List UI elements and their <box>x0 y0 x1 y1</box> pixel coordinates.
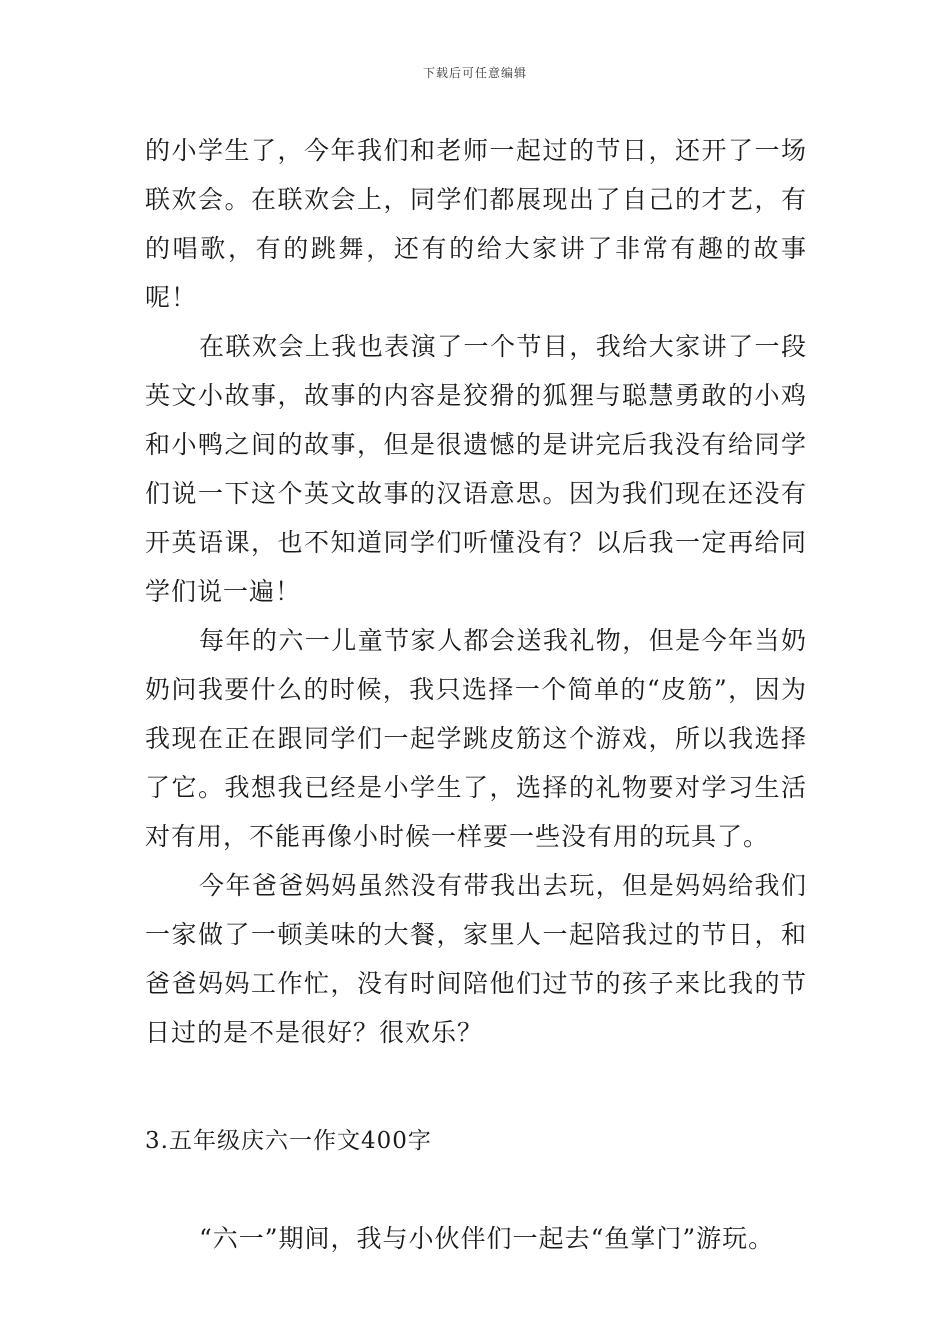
paragraph-3: 每年的六一儿童节家人都会送我礼物，但是今年当奶奶问我要什么的时候，我只选择一个简单的“皮筋”，因为我现在正在跟同学们一起学跳皮筋这个游戏，所以我选择了它。我想我已经是小学生了，选择的礼物要对学习生活对有用，不能再像小时候一样要一些没有用的玩具了。 <box>145 626 807 851</box>
paragraph-1: 的小学生了，今年我们和老师一起过的节日，还开了一场联欢会。在联欢会上，同学们都展现出了自己的才艺，有的唱歌，有的跳舞，还有的给大家讲了非常有趣的故事呢！ <box>145 136 807 312</box>
section-first-line: “六一”期间，我与小伙伴们一起去“鱼掌门”游玩。 <box>199 1224 775 1253</box>
document-body <box>145 126 807 1263</box>
section-heading: 3.五年级庆六一作文400字 <box>145 1128 432 1154</box>
paragraph-4: 今年爸爸妈妈虽然没有带我出去玩，但是妈妈给我们一家做了一顿美味的大餐，家里人一起陪我过的节日，和爸爸妈妈工作忙，没有时间陪他们过节的孩子来比我的节日过的是不是很好？很欢乐？ <box>145 871 807 1047</box>
header-note: 下载后可任意编辑 <box>422 66 527 80</box>
paragraph-2: 在联欢会上我也表演了一个节目，我给大家讲了一段英文小故事，故事的内容是狡猾的狐狸与聪慧勇敢的小鸡和小鸭之间的故事，但是很遗憾的是讲完后我没有给同学们说一下这个英文故事的汉语意思。因为我们现在还没有开英语课，也不知道同学们听懂没有？以后我一定再给同学们说一遍！ <box>145 332 807 606</box>
